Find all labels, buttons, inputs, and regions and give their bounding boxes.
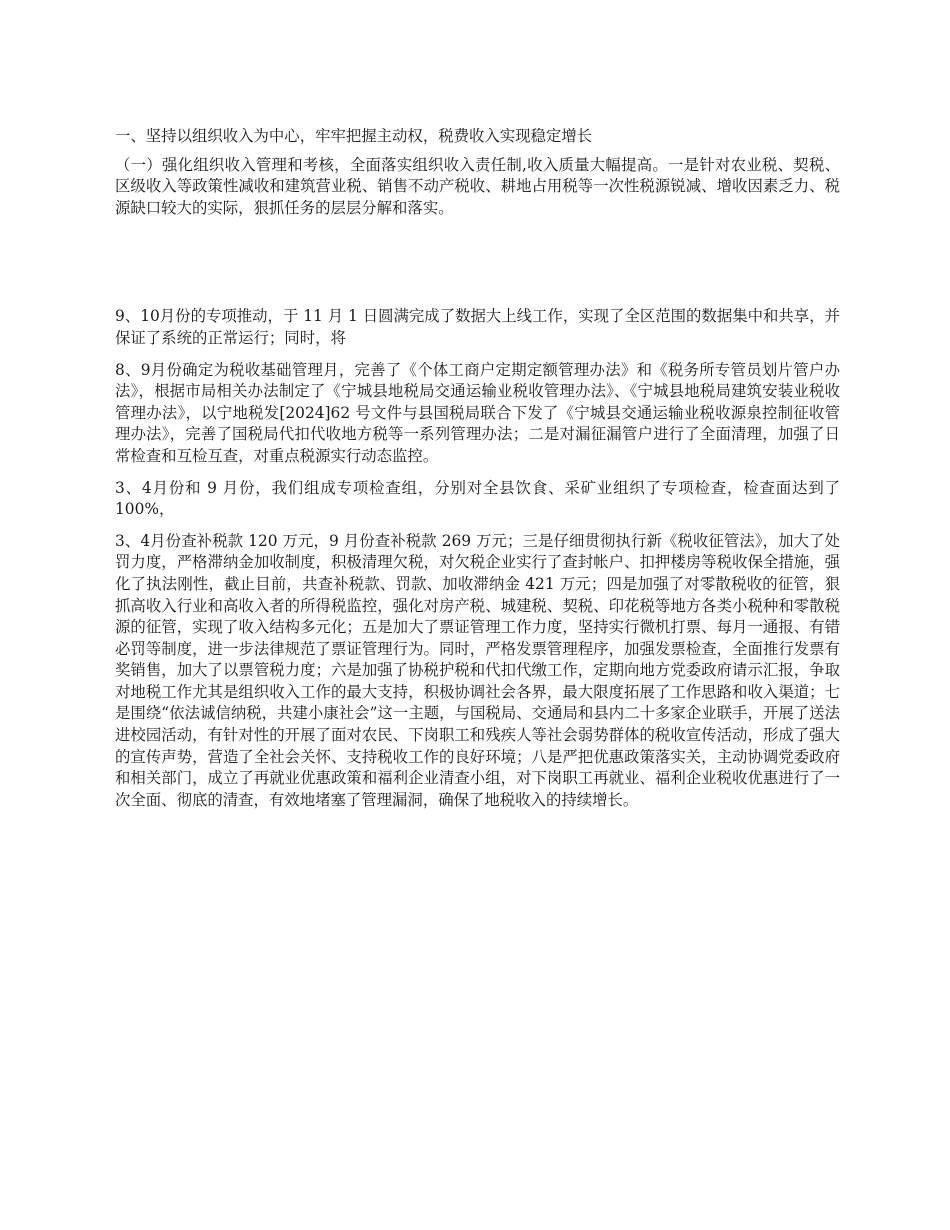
- paragraph-3: 8、9月份确定为税收基础管理月，完善了《个体工商户定期定额管理办法》和《税务所专管员划片管户办法》，根据市局相关办法制定了《宁城县地税局交通运输业税收管理办法》、《宁城县地税局建筑安装业税收管理办法》，以宁地税发[2024]62 号文件与县国税局联合下发了《宁城县交通运输业税收源泉控制征收管理办法》，完善了国税局代扣代收地方税等一系列管理办法；二是对漏征漏管户进行了全面清理，加强了日常检查和互检互查，对重点税源实行动态监控。: [115, 360, 840, 465]
- document-body: [115, 126, 840, 811]
- paragraph-2: 9、10月份的专项推动，于 11 月 1 日圆满完成了数据大上线工作，实现了全区范围的数据集中和共享，并保证了系统的正常运行；同时，将: [115, 307, 840, 347]
- paragraph-5: 3、4月份查补税款 120 万元，9 月份查补税款 269 万元；三是仔细贯彻执行新《税收征管法》，加大了处罚力度，严格滞纳金加收制度，积极清理欠税，对欠税企业实行了查封帐户、扣押楼房等税收保全措施，强化了执法刚性，截止目前，共查补税款、罚款、加收滞纳金 421 万元；四是加强了对零散税收的征管，狠抓高收入行业和高收入者的所得税监控，强化对房产税、城建税、契税、印花税等地方各类小税种和零散税源的征管，实现了收入结构多元化；五是加大了票证管理工作力度，坚持实行微机打票、每月一通报、有错必罚等制度，进一步法律规范了票证管理行为。同时，严格发票管理程序，加强发票检查，全面推行发票有奖销售，加大了以票管税力度；六是加强了协税护税和代扣代缴工作，定期向地方党委政府请示汇报，争取对地税工作尤其是组织收入工作的最大支持，积极协调社会各界，最大限度拓展了工作思路和收入渠道；七是围绕“依法诚信纳税，共建小康社会”这一主题，与国税局、交通局和县内二十多家企业联手，开展了送法进校园活动，有针对性的开展了面对农民、下岗职工和残疾人等社会弱势群体的税收宣传活动，形成了强大的宣传声势，营造了全社会关怀、支持税收工作的良好环境；八是严把优惠政策落实关，主动协调党委政府和相关部门，成立了再就业优惠政策和福利企业清查小组，对下岗职工再就业、福利企业税收优惠进行了一次全面、彻底的清查，有效地堵塞了管理漏洞，确保了地税收入的持续增长。: [115, 531, 840, 809]
- paragraph-4: 3、4月份和 9 月份，我们组成专项检查组，分别对全县饮食、采矿业组织了专项检查，检查面达到了 100%，: [115, 478, 840, 519]
- section-heading: 一、坚持以组织收入为中心，牢牢把握主动权，税费收入实现稳定增长: [115, 127, 593, 145]
- paragraph-1: （一）强化组织收入管理和考核，全面落实组织收入责任制,收入质量大幅提高。一是针对农业税、契税、区级收入等政策性减收和建筑营业税、销售不动产税收、耕地占用税等一次性税源锐减、增收因素乏力、税源缺口较大的实际，狠抓任务的层层分解和落实。: [115, 155, 840, 217]
